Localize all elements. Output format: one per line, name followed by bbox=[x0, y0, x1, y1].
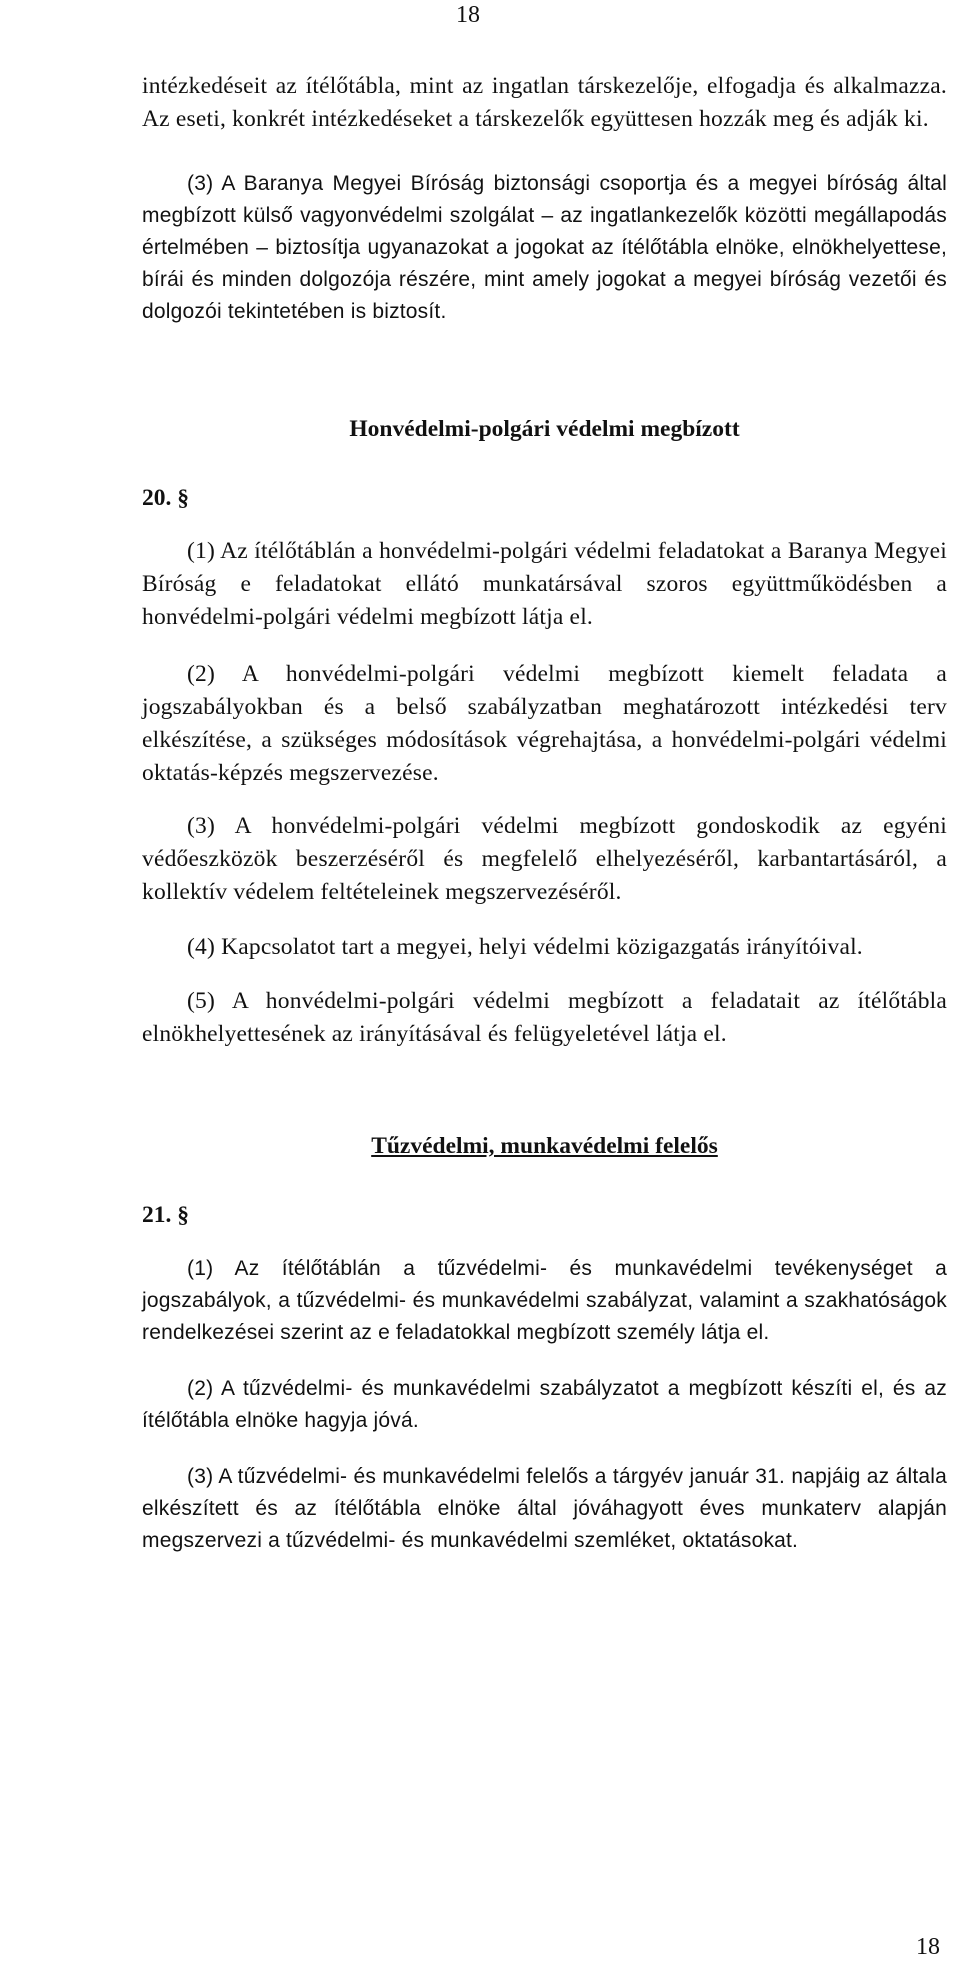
section-20-paragraph-2: (2) A honvédelmi-polgári védelmi megbízott kiemelt feladata a jogszabályokban és a belső szabályzatban meghatározott intézkedési terv elkészítése, a szükséges módosítások végrehajtása, a honvédelmi-polgári védelmi oktatás-képzés megszervezése. bbox=[142, 661, 947, 786]
continuation-paragraph-2: (3) A Baranya Megyei Bíróság biztonsági csoportja és a megyei bíróság által megbízott külső vagyonvédelmi szolgálat – az ingatlankezelők közötti megállapodás értelmében – biztosítja ugyanazokat a jogokat az ítélőtábla elnöke, elnökhelyettese, bírái és minden dolgozója részére, mint amely jogokat a megyei bíróság vezetői és dolgozói tekintetében is biztosít. bbox=[142, 172, 947, 323]
section-21-heading: Tűzvédelmi, munkavédelmi felelős bbox=[371, 1133, 718, 1159]
section-21-paragraph-1: (1) Az ítélőtáblán a tűzvédelmi- és munkavédelmi tevékenységet a jogszabályok, a tűzvédelmi- és munkavédelmi szabályzat, valamint a szakhatóságok rendelkezései szerint az e feladatokkal megbízott személy látja el. bbox=[142, 1257, 947, 1344]
page-number-top: 18 bbox=[456, 2, 480, 28]
page-number-bottom: 18 bbox=[916, 1934, 940, 1960]
section-21-paragraph-2: (2) A tűzvédelmi- és munkavédelmi szabályzatot a megbízott készíti el, és az ítélőtábla elnöke hagyja jóvá. bbox=[142, 1377, 947, 1432]
section-21-paragraph-3: (3) A tűzvédelmi- és munkavédelmi felelős a tárgyév január 31. napjáig az általa elkészített és az ítélőtábla elnöke által jóváhagyott éves munkaterv alapján megszervezi a tűzvédelmi- és munkavédelmi szemléket, oktatásokat. bbox=[142, 1465, 947, 1552]
section-20-paragraph-5: (5) A honvédelmi-polgári védelmi megbízott a feladatait az ítélőtábla elnökhelyettesének az irányításával és felügyeletével látja el. bbox=[142, 988, 947, 1047]
section-20-paragraph-4: (4) Kapcsolatot tart a megyei, helyi védelmi közigazgatás irányítóival. bbox=[187, 934, 863, 960]
document-body bbox=[142, 70, 947, 1557]
section-20-heading: Honvédelmi-polgári védelmi megbízott bbox=[349, 416, 740, 442]
section-21-number: 21. § bbox=[142, 1202, 189, 1228]
section-20-paragraph-3: (3) A honvédelmi-polgári védelmi megbízott gondoskodik az egyéni védőeszközök beszerzéséről és megfelelő elhelyezéséről, karbantartásáról, a kollektív védelem feltételeinek megszervezéséről. bbox=[142, 813, 947, 905]
continuation-paragraph-1: intézkedéseit az ítélőtábla, mint az ingatlan társkezelője, elfogadja és alkalmazza. Az eseti, konkrét intézkedéseket a társkezelők együttesen hozzák meg és adják ki. bbox=[142, 73, 947, 132]
section-20-number: 20. § bbox=[142, 485, 189, 511]
section-20-paragraph-1: (1) Az ítélőtáblán a honvédelmi-polgári védelmi feladatokat a Baranya Megyei Bíróság e feladatokat ellátó munkatársával szoros együttműködésben a honvédelmi-polgári védelmi megbízott látja el. bbox=[142, 538, 947, 630]
